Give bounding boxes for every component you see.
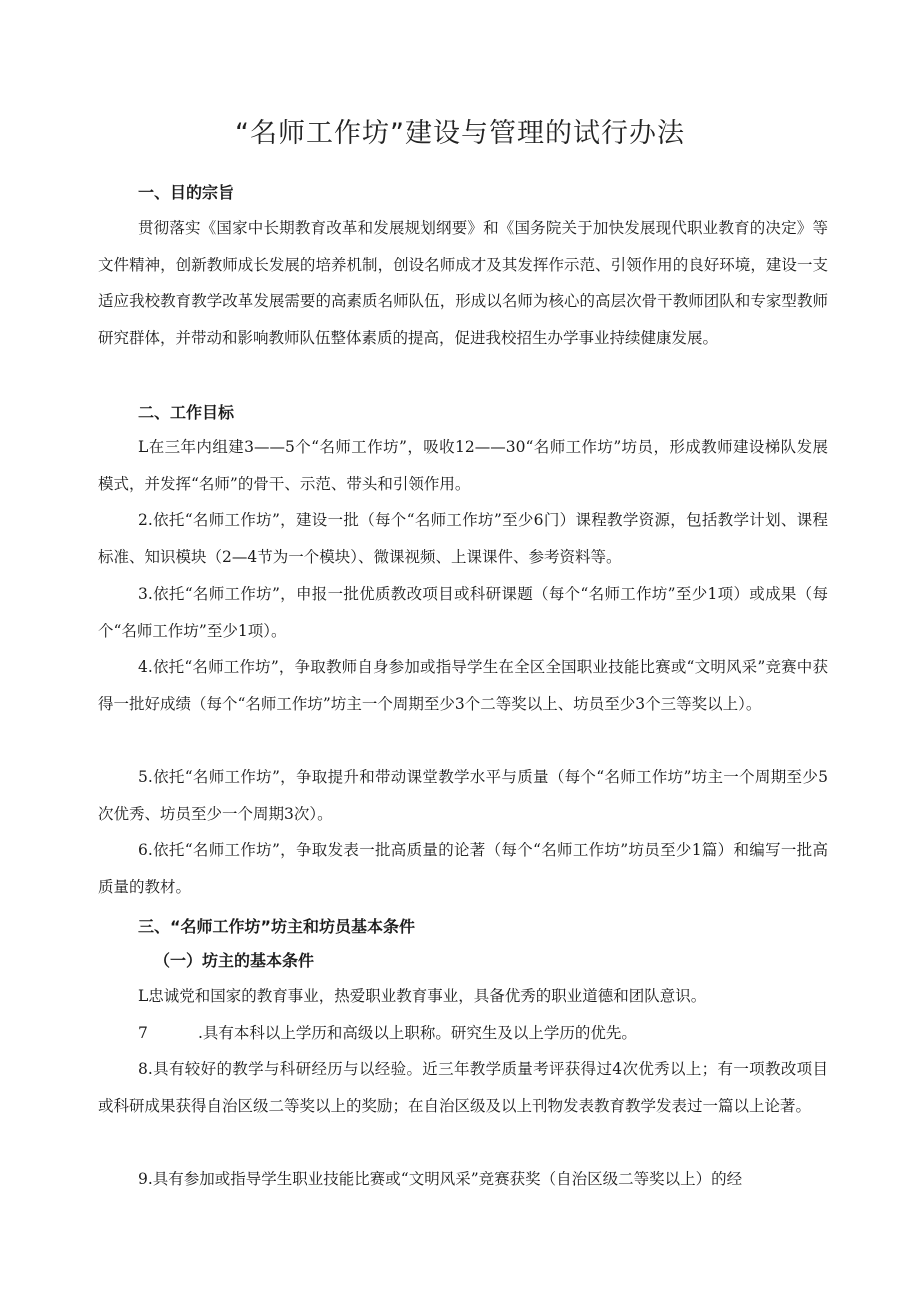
goal-item-6-number: 6: [138, 841, 148, 859]
condition-item-4-text: .具有参加或指导学生职业技能比赛或“文明风采”竞赛获奖（自治区级二等奖以上）的经: [147, 1170, 743, 1188]
condition-item-1-text: 忠诚党和国家的教育事业，热爱职业教育事业，具备优秀的职业道德和团队意识。: [148, 987, 707, 1005]
goal-item-1-number: L: [138, 438, 149, 456]
goal-item-4-text: .依托“名师工作坊”，争取教师自身参加或指导学生在全区全国职业技能比赛或“文明风采”竞赛中获得一批好成绩（每个“名师工作坊”坊主一个周期至少3个二等奖以上、坊员至少3个三等奖以上）。: [98, 658, 828, 713]
goal-item-3-text: .依托“名师工作坊”，申报一批优质教改项目或科研课题（每个“名师工作坊”至少1项）或成果（每个“名师工作坊”至少1项）。: [98, 585, 828, 640]
goal-item-1-text: 在三年内组建3——5个“名师工作坊”，吸收12——30“名师工作坊”坊员，形成教师建设梯队发展模式，并发挥“名师”的骨干、示范、带头和引领作用。: [98, 438, 828, 493]
page-title: “名师工作坊”建设与管理的试行办法: [235, 118, 685, 150]
goal-item-5-text: .依托“名师工作坊”，争取提升和带动课堂教学水平与质量（每个“名师工作坊”坊主一个周期至少5次优秀、坊员至少一个周期3次）。: [98, 768, 828, 823]
goal-item-2-number: 2: [138, 511, 148, 529]
section-heading-3: 三、“名师工作坊”坊主和坊员基本条件: [138, 917, 416, 936]
goal-item-1: [98, 429, 828, 502]
goal-item-5-number: 5: [138, 768, 148, 786]
section-heading-1: 一、目的宗旨: [138, 183, 235, 202]
goal-item-3-number: 3: [138, 585, 148, 603]
goal-item-5: [98, 759, 828, 832]
goal-item-3: [98, 576, 828, 649]
section-1-paragraph: 贯彻落实《国家中长期教育改革和发展规划纲要》和《国务院关于加快发展现代职业教育的决定》等文件精神，创新教师成长发展的培养机制，创设名师成才及其发挥作示范、引领作用的良好环境，建设一支适应我校教育教学改革发展需要的高素质名师队伍，形成以名师为核心的高层次骨干教师团队和专家型教师研究群体，并带动和影响教师队伍整体素质的提高，促进我校招生办学事业持续健康发展。: [98, 219, 828, 347]
goal-item-4-number: 4: [138, 658, 148, 676]
goal-item-2: [98, 502, 828, 575]
condition-item-3: [98, 1051, 828, 1124]
condition-item-2-number: 7: [138, 1024, 148, 1042]
condition-item-4-number: 9: [138, 1170, 148, 1188]
condition-item-3-number: 8: [138, 1060, 148, 1078]
condition-item-2-text: .具有本科以上学历和高级以上职称。研究生及以上学历的优先。: [198, 1024, 637, 1042]
condition-item-1-number: L: [138, 987, 149, 1005]
section-heading-2: 二、工作目标: [138, 403, 235, 422]
sub-heading-leader-conditions: （一）坊主的基本条件: [154, 951, 315, 970]
condition-item-4: [98, 1161, 828, 1198]
condition-item-1: [98, 978, 828, 1015]
goal-item-6-text: .依托“名师工作坊”，争取发表一批高质量的论著（每个“名师工作坊”坊员至少1篇）和编写一批高质量的教材。: [98, 841, 828, 896]
condition-item-3-text: .具有较好的教学与科研经历与以经验。近三年教学质量考评获得过4次优秀以上；有一项教改项目或科研成果获得自治区级二等奖以上的奖励；在自治区级及以上刊物发表教育教学发表过一篇以上论著。: [98, 1060, 828, 1115]
goal-item-4: [98, 649, 828, 722]
goal-item-2-text: .依托“名师工作坊”，建设一批（每个“名师工作坊”至少6门）课程教学资源，包括教学计划、课程标准、知识模块（2—4节为一个模块）、微课视频、上课课件、参考资料等。: [98, 511, 828, 566]
condition-item-2: [98, 1015, 828, 1052]
goal-item-6: [98, 832, 828, 905]
